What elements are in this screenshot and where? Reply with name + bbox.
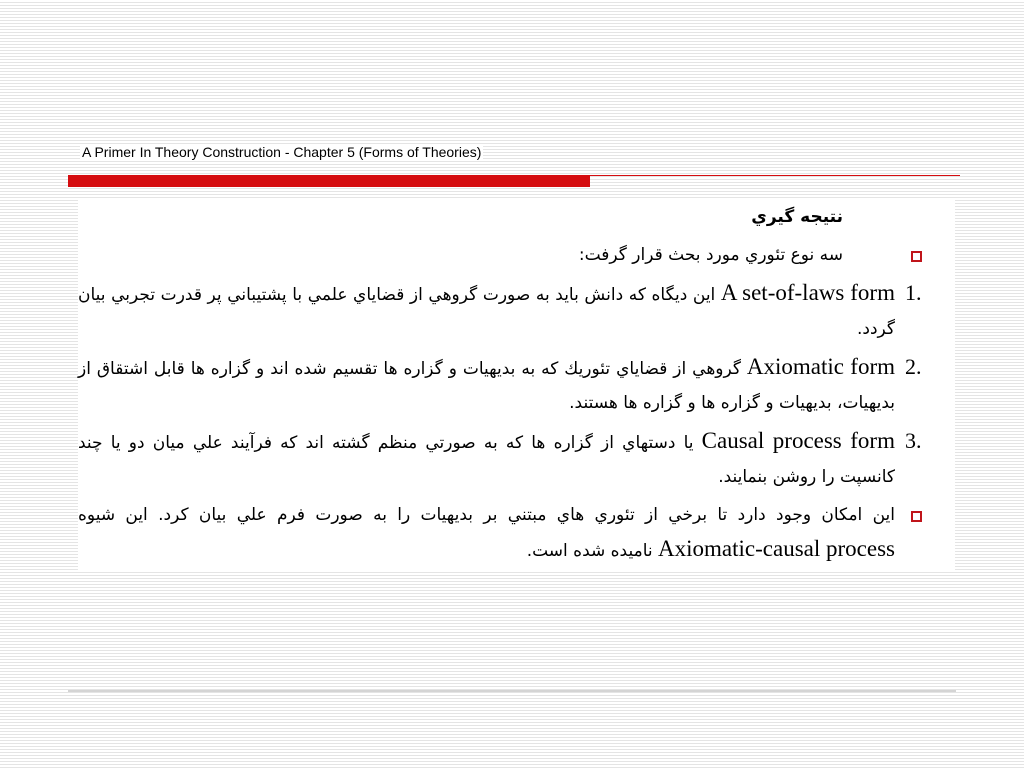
closing-body xyxy=(78,498,901,568)
closing-bullet xyxy=(901,498,955,532)
header-accent-line xyxy=(590,175,960,176)
footer-divider xyxy=(68,690,956,692)
list-item-2-term: Axiomatic form xyxy=(746,354,895,379)
square-bullet-icon xyxy=(911,251,922,262)
intro-row xyxy=(78,238,955,272)
closing-row xyxy=(78,498,955,568)
list-item-3-body xyxy=(78,424,901,494)
closing-text-before: اين امكان وجود دارد تا برخي از تئوري هاي مبتني بر بديهيات را به صورت فرم علي بيان كرد. اين شيوه xyxy=(78,505,895,525)
slide-header-title: A Primer In Theory Construction - Chapter 5 (Forms of Theories) xyxy=(82,144,482,160)
slide-content xyxy=(78,200,955,572)
intro-bullet xyxy=(901,238,955,272)
list-item-1-number: 1. xyxy=(905,280,922,305)
slide-heading: نتيجه گيري xyxy=(751,207,843,227)
list-item-2-text: گروهي از قضاياي تئوريك كه به بديهيات و گزاره ها تقسيم شده اند و گزاره ها قابل اشتقاق از بديهيات، بديهيات و گزاره ها و گزاره ها هستند. xyxy=(78,359,895,413)
list-item-3 xyxy=(78,424,955,494)
list-item-3-term: Causal process form xyxy=(701,428,895,453)
list-item-1-body xyxy=(78,276,901,346)
square-bullet-icon xyxy=(911,511,922,522)
heading-row xyxy=(78,200,955,234)
list-item-1-text: اين ديگاه كه دانش بايد به صورت گروهي از قضاياي علمي با پشتيباني پر قدرت تجربي بيان گردد. xyxy=(78,285,895,339)
list-item-2-number: 2. xyxy=(905,354,922,379)
intro-text: سه نوع تئوري مورد بحث قرار گرفت: xyxy=(578,245,843,265)
list-item-1 xyxy=(78,276,955,346)
closing-text-after: ناميده شده است. xyxy=(526,541,653,561)
list-item-3-number: 3. xyxy=(905,428,922,453)
closing-term: Axiomatic-causal process xyxy=(658,536,895,561)
list-item-2 xyxy=(78,350,955,420)
list-item-2-body xyxy=(78,350,901,420)
header-accent-bar xyxy=(68,175,590,187)
list-item-1-term: A set-of-laws form xyxy=(720,280,895,305)
list-item-3-text: يا دستهاي از گزاره ها كه به صورتي منظم گشته اند كه فرآيند علي ميان دو يا چند كانسپت را روشن بنمايند. xyxy=(78,433,895,487)
